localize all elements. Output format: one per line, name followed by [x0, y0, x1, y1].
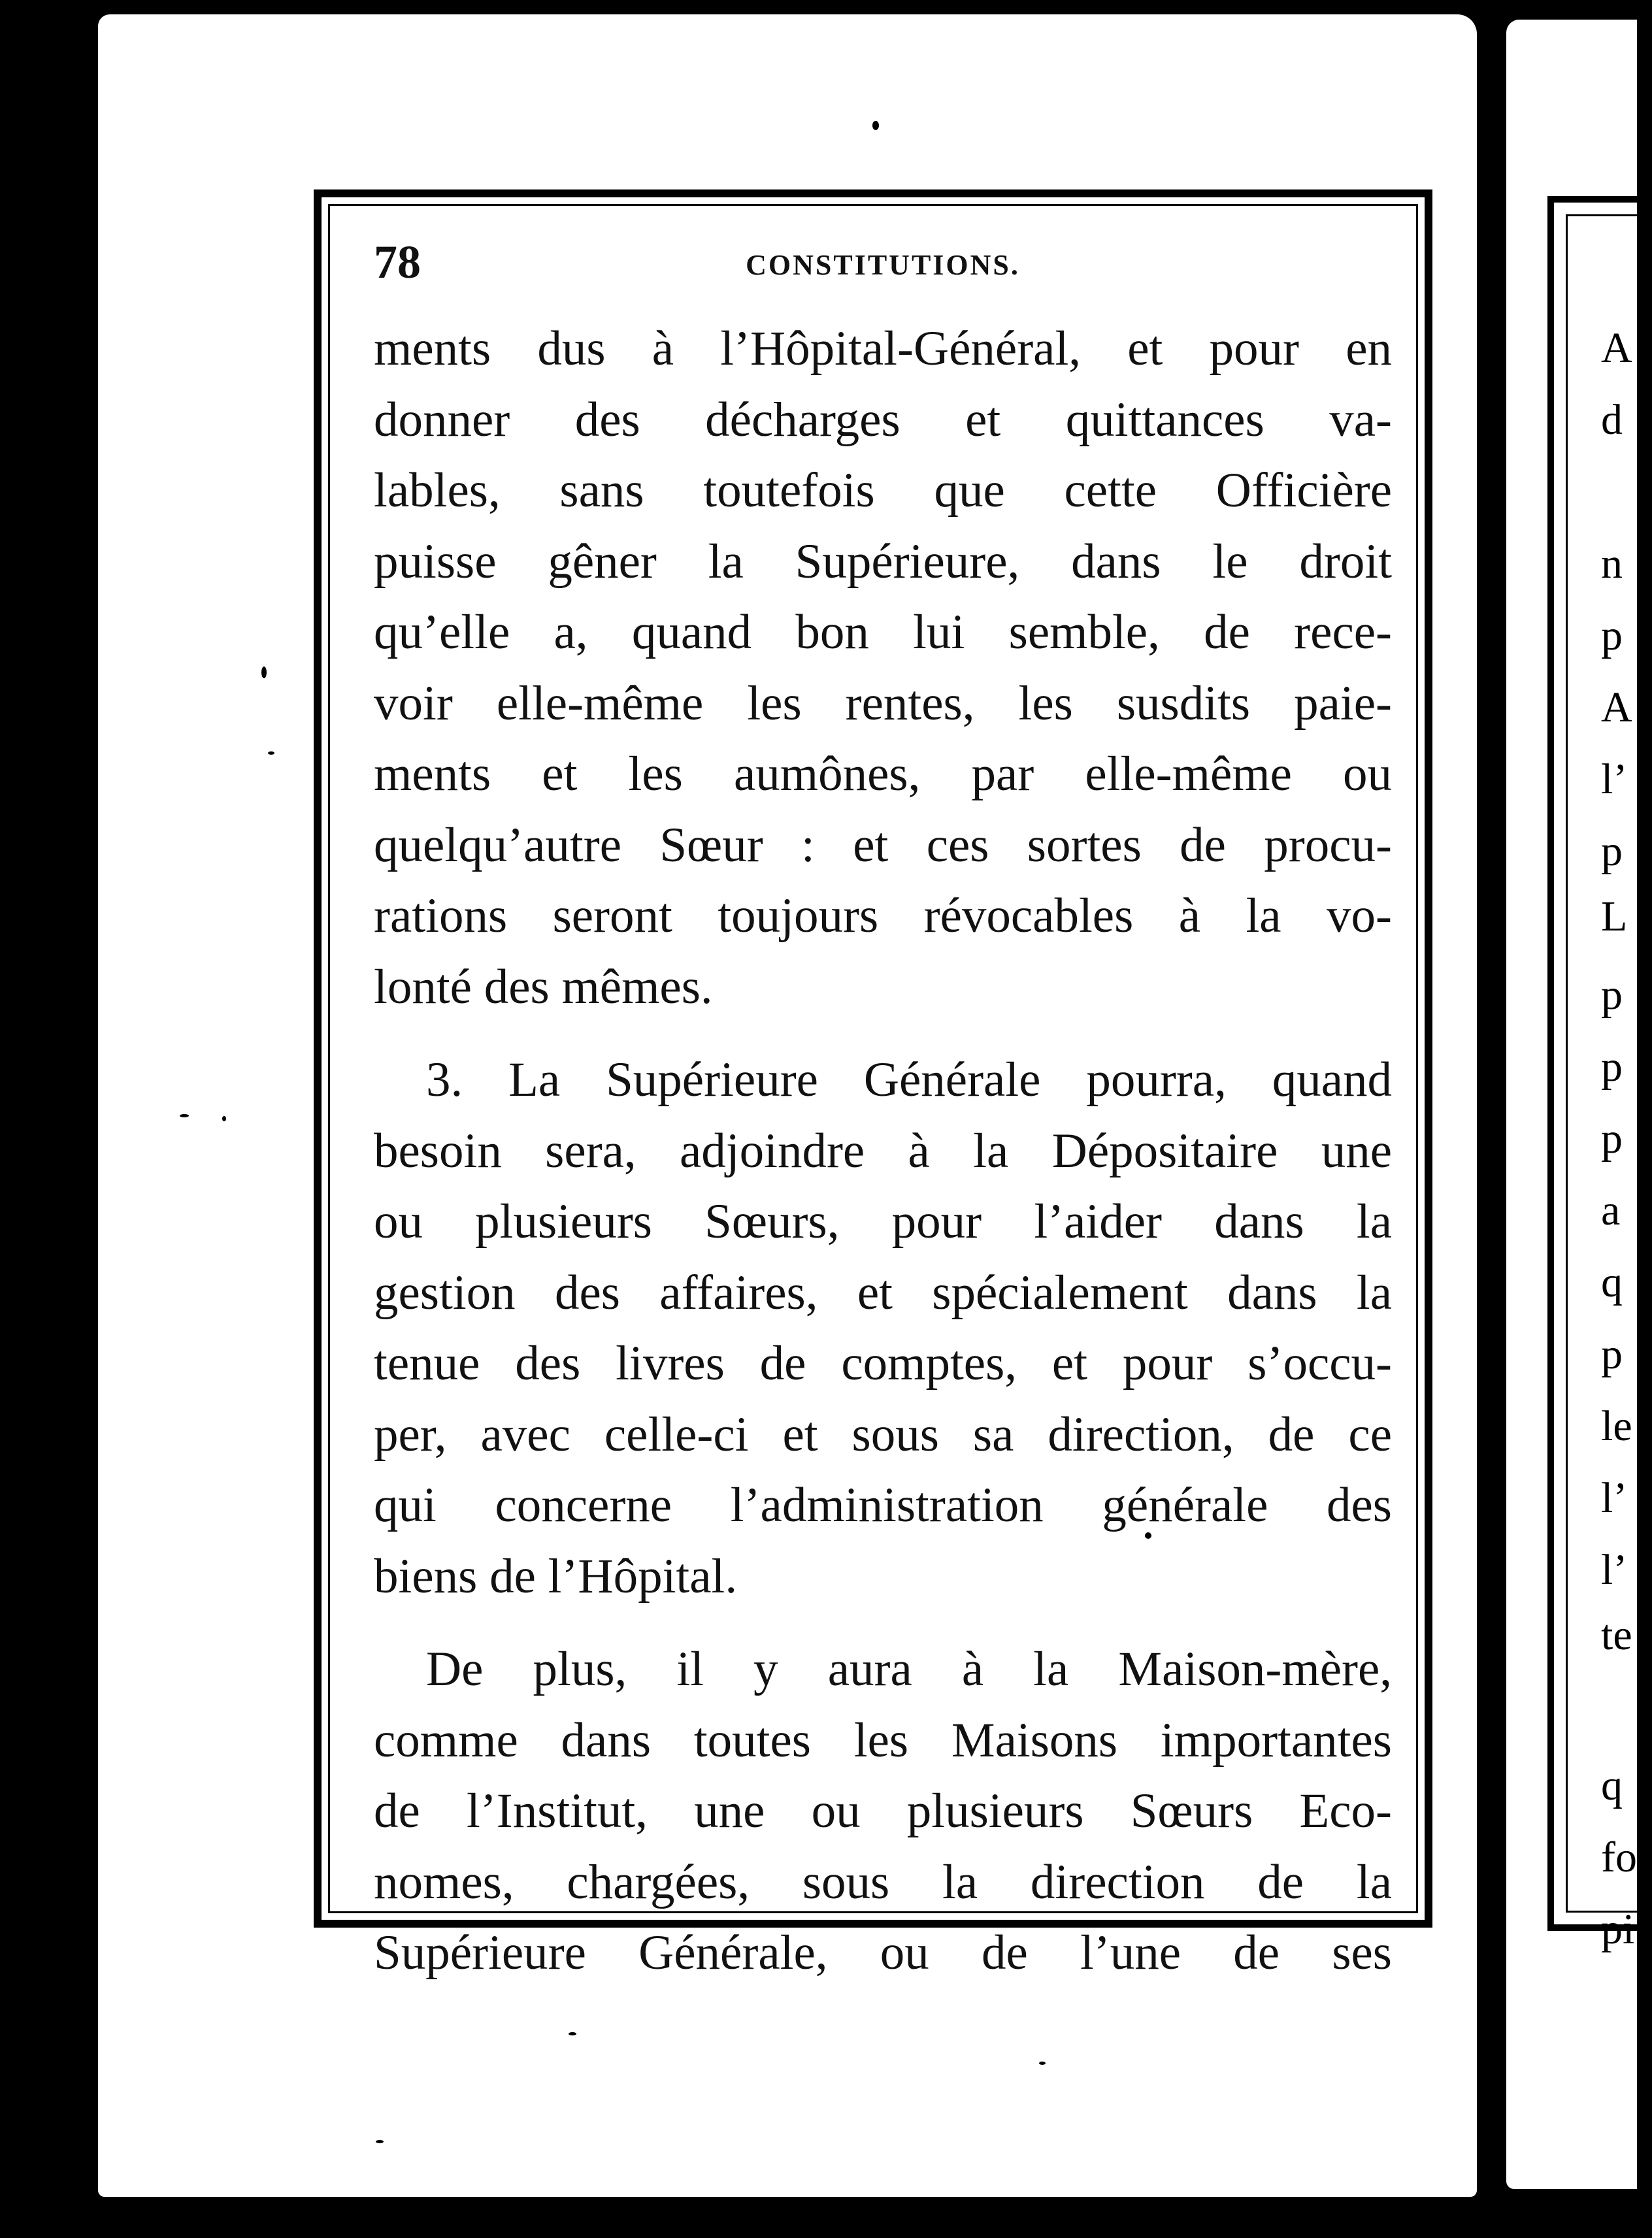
- facing-letter: p: [1601, 827, 1623, 875]
- scan-speck: [222, 1116, 226, 1121]
- text-line: tenue des livres de comptes, et pour s’occu-: [374, 1336, 1392, 1391]
- page-text: [374, 235, 1392, 1989]
- text-line: ments dus à l’Hôpital-Général, et pour en: [374, 321, 1392, 376]
- facing-letter: le: [1601, 1402, 1632, 1450]
- facing-letter: p: [1601, 1043, 1623, 1091]
- facing-letter: p: [1601, 1115, 1623, 1162]
- text-line: besoin sera, adjoindre à la Dépositaire une: [374, 1123, 1392, 1178]
- scan-speck: [180, 1114, 189, 1117]
- facing-letter: fo: [1601, 1834, 1637, 1881]
- text-line: lables, sans toutefois que cette Officière: [374, 463, 1392, 518]
- paragraph: [374, 1045, 1392, 1612]
- text-line: lonté des mêmes.: [374, 959, 713, 1014]
- facing-letter: A: [1601, 324, 1632, 372]
- running-head: CONSTITUTIONS.: [746, 249, 1020, 281]
- text-line: gestion des affaires, et spécialement dans la: [374, 1265, 1392, 1320]
- text-line: voir elle-même les rentes, les susdits paie-: [374, 676, 1392, 731]
- scan-speck: [569, 2032, 576, 2035]
- scan-speck: [268, 751, 274, 755]
- facing-letter: q: [1601, 1259, 1623, 1306]
- facing-letter: p: [1601, 971, 1623, 1019]
- text-line: donner des décharges et quittances va-: [374, 392, 1392, 447]
- scan-speck: [356, 2205, 364, 2212]
- facing-letter: l’: [1601, 755, 1628, 803]
- text-line: nomes, chargées, sous la direction de la: [374, 1854, 1392, 1909]
- text-line: qu’elle a, quand bon lui semble, de rece-: [374, 605, 1392, 659]
- paragraph: [374, 1634, 1392, 1989]
- facing-letter: d: [1601, 396, 1623, 444]
- text-line: comme dans toutes les Maisons importantes: [374, 1713, 1392, 1768]
- facing-letter: p: [1601, 1330, 1623, 1378]
- facing-letter: l’: [1601, 1546, 1628, 1594]
- text-line: ou plusieurs Sœurs, pour l’aider dans la: [374, 1194, 1392, 1249]
- page-number: 78: [374, 236, 421, 288]
- facing-letter: pi: [1601, 1905, 1635, 1953]
- facing-letter: L: [1601, 893, 1628, 940]
- facing-letter: q: [1601, 1762, 1623, 1809]
- facing-letter: A: [1601, 683, 1632, 731]
- text-line: ments et les aumônes, par elle-même ou: [374, 747, 1392, 801]
- text-line: Supérieure Générale, ou de l’une de ses: [374, 1926, 1392, 1980]
- text-line: 3. La Supérieure Générale pourra, quand: [426, 1053, 1392, 1107]
- facing-page-frame: [1547, 196, 1652, 1931]
- facing-letter: p: [1601, 612, 1623, 659]
- text-line: de l’Institut, une ou plusieurs Sœurs Eco-: [374, 1784, 1392, 1838]
- facing-letter: te: [1601, 1611, 1632, 1659]
- paragraph: [374, 314, 1392, 1023]
- scan-speck: [1145, 1532, 1151, 1539]
- text-line: biens de l’Hôpital.: [374, 1549, 738, 1604]
- facing-letter: n: [1601, 540, 1623, 587]
- text-line: puisse gêner la Supérieure, dans le droit: [374, 534, 1392, 589]
- scan-speck: [872, 121, 879, 130]
- scan-speck: [1039, 2062, 1046, 2065]
- text-line: qui concerne l’administration générale des: [374, 1478, 1392, 1532]
- text-line: De plus, il y aura à la Maison-mère,: [426, 1642, 1392, 1696]
- page-header: [374, 235, 1392, 314]
- facing-letter: a: [1601, 1187, 1621, 1234]
- text-line: rations seront toujours révocables à la vo-: [374, 889, 1392, 943]
- scan-speck: [376, 2140, 384, 2143]
- text-line: per, avec celle-ci et sous sa direction, de ce: [374, 1407, 1392, 1462]
- facing-letter: l’: [1601, 1474, 1628, 1522]
- scan-speck: [261, 666, 267, 678]
- text-line: quelqu’autre Sœur : et ces sortes de procu-: [374, 817, 1392, 872]
